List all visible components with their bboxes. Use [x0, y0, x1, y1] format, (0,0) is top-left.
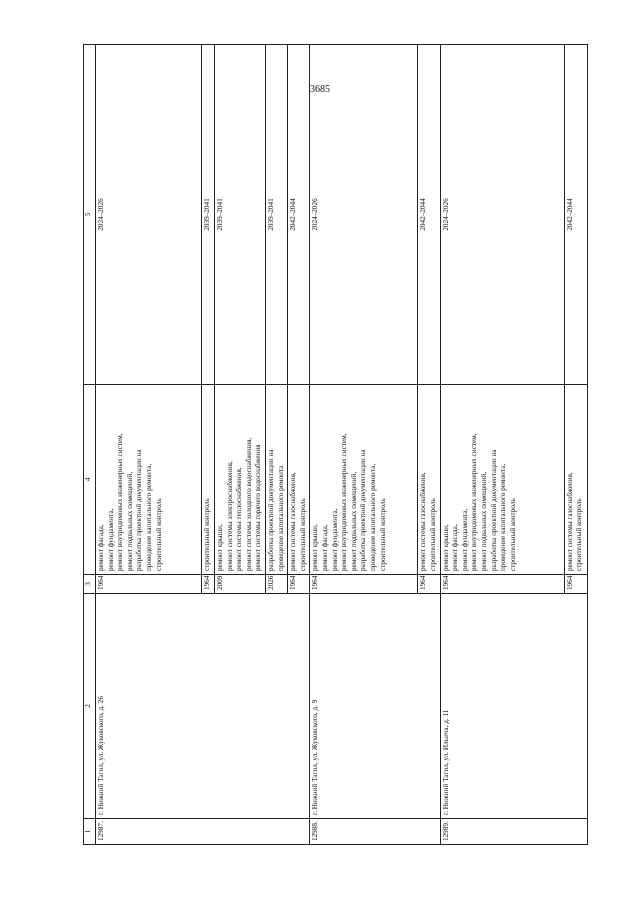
- entry-year: 1964: [310, 575, 418, 594]
- entry-works: ремонт системы газоснабжения, строительный контроль: [288, 385, 310, 575]
- entry-period: 2042–2044: [564, 45, 587, 385]
- table-row: [440, 45, 564, 845]
- rotated-table-container: [83, 45, 584, 845]
- entry-works: ремонт системы газоснабжения, строительный контроль: [418, 385, 440, 575]
- entry-period: 2039–2041: [266, 45, 288, 385]
- entry-address: г. Нижний Тагил, ул. Жуковского, д. 26: [96, 594, 310, 819]
- entry-period: 2042–2044: [288, 45, 310, 385]
- table-header-row: [84, 45, 96, 845]
- entry-works: ремонт крыши, ремонт фасада, ремонт фундамента, ремонт внутридомовых инженерных систем, ремонт подвальных помещений, разработка проектной документации на проведение капитального ремонта, строительный контроль: [440, 385, 564, 575]
- entry-works: ремонт крыши, ремонт системы электроснабжения, ремонт системы теплоснабжения, ремонт системы холодного водоснабжения, ремонт системы горячего водоснабжения: [215, 385, 266, 575]
- entry-works: ремонт системы газоснабжения, строительный контроль: [564, 385, 587, 575]
- entry-year: 1964: [96, 575, 202, 594]
- entry-year: 1964: [202, 575, 215, 594]
- entry-year: 2026: [266, 575, 288, 594]
- entry-number: 12988.: [310, 819, 440, 845]
- entry-period: 2039–2041: [202, 45, 215, 385]
- entry-period: 2042–2044: [418, 45, 440, 385]
- table-row: [310, 45, 418, 845]
- entry-works: строительный контроль: [202, 385, 215, 575]
- entry-period: 2024–2026: [96, 45, 202, 385]
- header-col-5: 5: [84, 45, 96, 385]
- entry-year: 2009: [215, 575, 266, 594]
- entry-year: 1964: [440, 575, 564, 594]
- entry-works: разработка проектной документации на проведение капитального ремонта: [266, 385, 288, 575]
- entry-works: ремонт фасада, ремонт фундамента, ремонт внутридомовых инженерных систем, ремонт подвальных помещений, разработка проектной документации на проведение капитального ремонта, строительный контроль: [96, 385, 202, 575]
- entry-works: ремонт крыши, ремонт фасада, ремонт фундамента, ремонт внутридомовых инженерных систем, ремонт подвальных помещений, разработка проектной документации на проведение капитального ремонта, строительный контроль: [310, 385, 418, 575]
- entry-number: 12987.: [96, 819, 310, 845]
- entry-number: 12989.: [440, 819, 587, 845]
- table-row: [96, 45, 202, 845]
- entry-period: 2024–2026: [310, 45, 418, 385]
- header-col-3: 3: [84, 575, 96, 594]
- entry-year: 1964: [288, 575, 310, 594]
- entry-year: 1964: [418, 575, 440, 594]
- header-col-2: 2: [84, 594, 96, 819]
- entry-address: г. Нижний Тагил, ул. Жуковского, д. 9: [310, 594, 440, 819]
- entry-period: 2024–2026: [440, 45, 564, 385]
- page-number: 3685: [310, 84, 330, 95]
- entry-period: 2039–2041: [215, 45, 266, 385]
- entry-year: 1964: [564, 575, 587, 594]
- entry-address: г. Нижний Тагил, ул. Ильича, д. 11: [440, 594, 587, 819]
- repair-schedule-table: [83, 44, 588, 845]
- header-col-1: 1: [84, 819, 96, 845]
- header-col-4: 4: [84, 385, 96, 575]
